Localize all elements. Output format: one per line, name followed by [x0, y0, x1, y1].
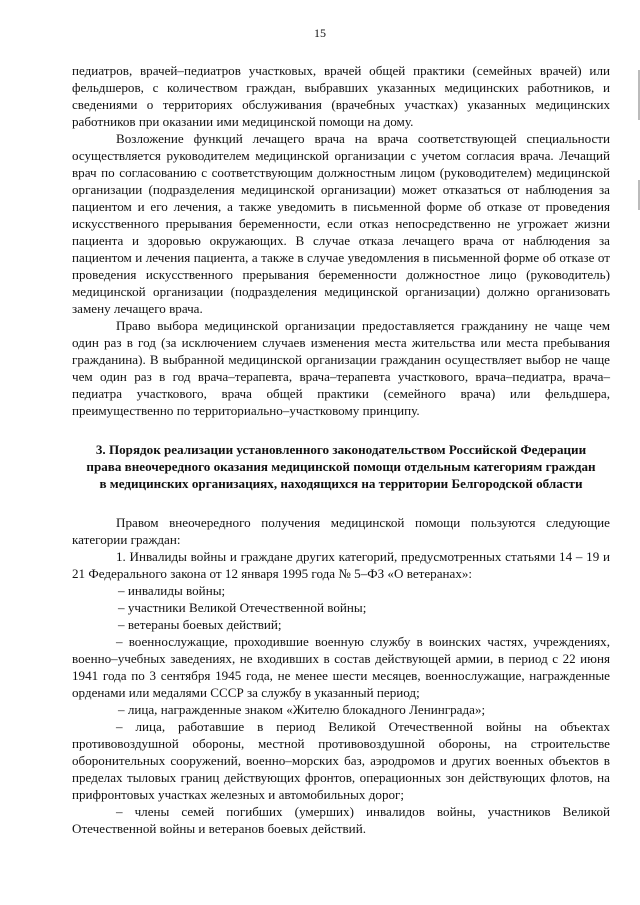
paragraph: Правом внеочередного получения медицинской помощи пользуются следующие категории граждан: [72, 515, 610, 547]
paragraph: Право выбора медицинской организации предоставляется гражданину не чаще чем один раз в год (за исключением случаев изменения места жительства или места пребывания гражданина). В выбранной медицинской организации гражданин осуществляет выбор не чаще чем один раз в год врача–терапевта, врача–терапевта участкового, врача–педиатра, врача–педиатра участкового, врача общей практики (семейного врача) или фельдшера, преимущественно по территориально–участковому принципу. [72, 318, 610, 418]
document-body [72, 62, 610, 837]
section-heading: 3. Порядок реализации установленного законодательством Российской Федерации права внеочередного оказания медицинской помощи отдельным категориям граждан в медицинских организациях, находящихся на территории Белгородской области [86, 442, 596, 491]
paragraph: Возложение функций лечащего врача на врача соответствующей специальности осуществляется руководителем медицинской организации с учетом согласия врача. Лечащий врач по согласованию с соответствующим должностным лицом (руководителем) медицинской организации (подразделения медицинской организации) может отказаться от наблюдения за пациентом и его лечения, а также уведомить в письменной форме об отказе от проведения искусственного прерывания беременности, если отказ непосредственно не угрожает жизни пациента и здоровью окружающих. В случае отказа лечащего врача от наблюдения за пациентом и лечения пациента, а также в случае уведомления в письменной форме об отказе от проведения искусственного прерывания беременности должностное лицо (руководитель) медицинской организации (подразделения медицинской организации) должно организовать замену лечащего врача. [72, 131, 610, 316]
list-item: – военнослужащие, проходившие военную службу в воинских частях, учреждениях, военно–учебных заведениях, не входивших в состав действующей армии, в период с 22 июня 1941 года по 3 сентября 1945 года, не менее шести месяцев, военнослужащие, награжденные орденами или медалями СССР за службу в указанный период; [72, 634, 610, 700]
list-item: – инвалиды войны; [118, 583, 226, 598]
list-item: – ветераны боевых действий; [118, 617, 282, 632]
list-item: – лица, награжденные знаком «Жителю блокадного Ленинграда»; [118, 702, 486, 717]
list-item: – члены семей погибших (умерших) инвалидов войны, участников Великой Отечественной войны и ветеранов боевых действий. [72, 804, 610, 836]
list-item: 1. Инвалиды войны и граждане других категорий, предусмотренных статьями 14 – 19 и 21 Федерального закона от 12 января 1995 года № 5–ФЗ «О ветеранах»: [72, 549, 610, 581]
list-item: – лица, работавшие в период Великой Отечественной войны на объектах противовоздушной обороны, местной противовоздушной обороны, на строительстве оборонительных сооружений, военно–морских баз, аэродромов и других военных объектов в пределах тыловых границ действующих фронтов, операционных зон действующих флотов, на прифронтовых участках железных и автомобильных дорог; [72, 719, 610, 802]
page-number: 15 [314, 26, 326, 40]
paragraph: педиатров, врачей–педиатров участковых, врачей общей практики (семейных врачей) или фельдшеров, с количеством граждан, выбравших указанных медицинских работников, и сведениями о территориях обслуживания (врачебных участках) указанных медицинских работников при оказании ими медицинской помощи на дому. [72, 63, 610, 129]
list-item: – участники Великой Отечественной войны; [118, 600, 367, 615]
